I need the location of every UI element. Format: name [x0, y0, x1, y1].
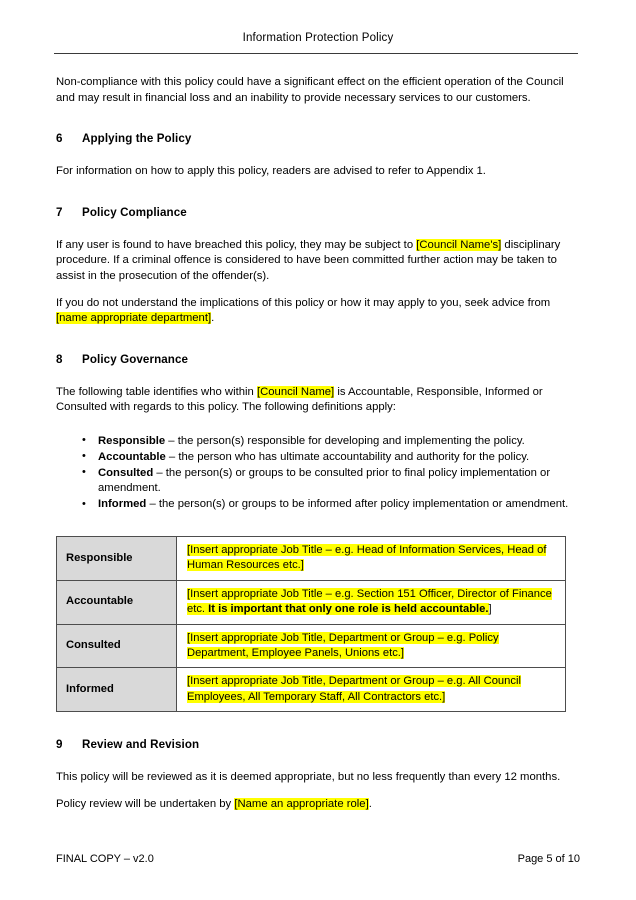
text-fragment: is Accountable, Responsible, Informed or Consulted with regards to this policy. The following definitions apply: [56, 385, 543, 414]
document-footer [56, 853, 580, 865]
footer-page-number: Page 5 of 10 [517, 853, 580, 865]
section-title: Applying the Policy [82, 132, 192, 146]
placeholder-job-title: [Insert appropriate Job Title, Department or Group – e.g. Policy Department, Employee Panels, Unions etc.] [187, 631, 499, 659]
bullet-icon: • [82, 497, 86, 510]
bullet-icon: • [82, 450, 86, 463]
text-fragment: If any user is found to have breached this policy, they may be subject to [56, 238, 417, 251]
raci-role-label: Informed [57, 668, 177, 712]
placeholder-name-appropriate-department: [name appropriate department] [56, 312, 212, 325]
intro-paragraph: Non-compliance with this policy could have a significant effect on the efficient operation of the Council and may result in financial loss and an inability to provide necessary services to our customers. [56, 76, 564, 104]
definition-term: Accountable [98, 450, 166, 463]
placeholder-name-appropriate-role: [Name an appropriate role] [234, 797, 369, 810]
table-row [57, 668, 566, 712]
list-item [56, 466, 580, 498]
raci-table-container [56, 513, 580, 712]
list-item [56, 450, 580, 466]
section-6-paragraph: For information on how to apply this policy, readers are advised to refer to Appendix 1. [56, 165, 486, 178]
section-8-paragraph-1 [56, 385, 580, 416]
text-fragment: Policy review will be undertaken by [56, 797, 235, 810]
document-header [56, 0, 580, 54]
definition-text: – the person who has ultimate accountability and authority for the policy. [165, 450, 530, 463]
text-fragment: If you do not understand the implications of this policy or how it may apply to you, seek advice from [56, 296, 551, 309]
section-9-paragraph-2 [56, 797, 580, 813]
section-heading-8 [56, 352, 580, 367]
bullet-icon: • [82, 466, 86, 479]
definition-term: Informed [98, 498, 147, 511]
definition-term: Responsible [98, 434, 166, 447]
section-number: 7 [56, 205, 63, 219]
raci-role-label: Responsible [57, 536, 177, 580]
accountable-emphasis-note: It is important that only one role is held accountable. [208, 603, 489, 616]
section-heading-7 [56, 205, 580, 220]
section-number: 6 [56, 132, 63, 146]
definition-text: – the person(s) or groups to be consulted prior to final policy implementation or amendment. [98, 466, 551, 495]
placeholder-council-name-possessive: [Council Name's] [416, 238, 502, 251]
placeholder-job-title: [Insert appropriate Job Title, Department or Group – e.g. All Council Employees, All Temporary Staff, All Contractors etc.] [187, 675, 521, 703]
text-fragment: disciplinary procedure. If a criminal offence is considered to have been committed further action may be taken to assist in the prosecution of the offender(s). [56, 238, 561, 282]
table-row [57, 536, 566, 580]
bullet-icon: • [82, 434, 86, 447]
section-9-paragraph-1: This policy will be reviewed as it is deemed appropriate, but no less frequently than every 12 months. [56, 771, 561, 784]
raci-role-value [177, 624, 566, 668]
text-fragment: The following table identifies who within [56, 385, 257, 398]
raci-role-label: Accountable [57, 580, 177, 624]
document-body [56, 54, 580, 812]
text-fragment: . [368, 797, 372, 810]
placeholder-job-title: [Insert appropriate Job Title – e.g. Section 151 Officer, Director of Finance etc. [187, 587, 552, 616]
section-title: Policy Compliance [82, 205, 187, 219]
section-title: Policy Governance [82, 352, 189, 366]
definition-text: – the person(s) or groups to be informed after policy implementation or amendment. [146, 498, 569, 511]
bracket-close: ] [488, 603, 492, 616]
raci-role-value [177, 580, 566, 624]
section-heading-6 [56, 131, 580, 146]
footer-version: FINAL COPY – v2.0 [56, 853, 154, 865]
section-title: Review and Revision [82, 738, 200, 752]
placeholder-job-title: [Insert appropriate Job Title – e.g. Head of Information Services, Head of Human Resources etc.] [187, 543, 547, 572]
section-number: 8 [56, 352, 63, 366]
table-row [57, 580, 566, 624]
header-title: Information Protection Policy [242, 32, 394, 44]
table-row [57, 624, 566, 668]
raci-role-label: Consulted [57, 624, 177, 668]
text-fragment: . [211, 312, 215, 325]
list-item [56, 434, 580, 450]
raci-role-value [177, 536, 566, 580]
raci-role-value [177, 668, 566, 712]
placeholder-council-name: [Council Name] [256, 385, 335, 398]
section-7-paragraph-1 [56, 238, 580, 285]
definition-term: Consulted [98, 466, 154, 479]
definition-text: – the person(s) responsible for developing and implementing the policy. [165, 434, 525, 447]
raci-table [56, 536, 566, 712]
definitions-list [56, 434, 580, 513]
list-item [56, 497, 580, 513]
section-heading-9 [56, 737, 580, 752]
section-number: 9 [56, 738, 63, 752]
section-7-paragraph-2 [56, 296, 580, 327]
